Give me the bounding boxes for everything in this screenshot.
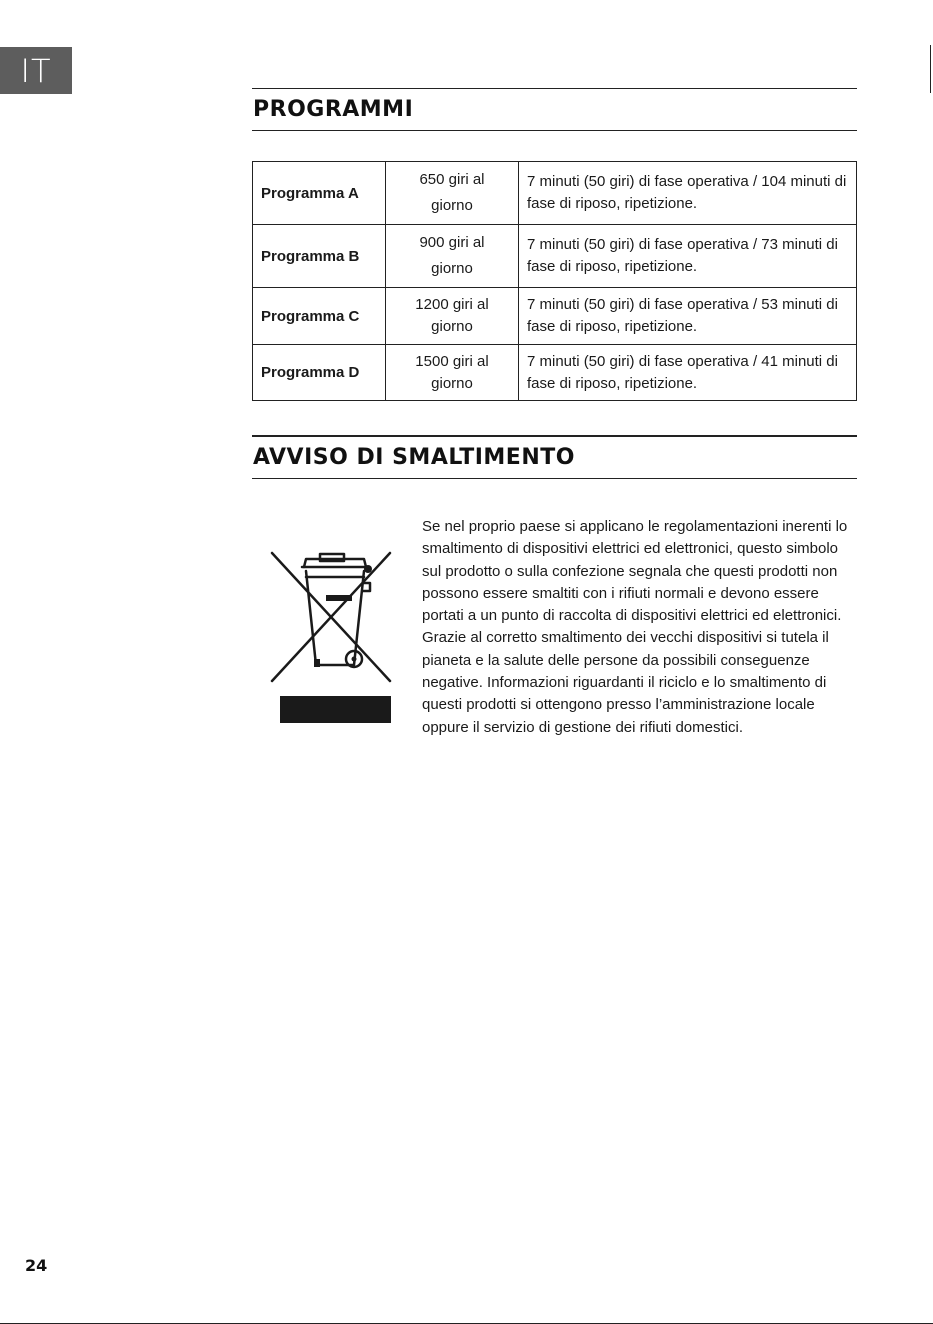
disposal-notice-text: Se nel proprio paese si applicano le regolamentazioni inerenti lo smaltimento di dispositivi elettrici ed elettronici, questo simbolo sul prodotto o sulla confezione segnala che questi prodotti non possono essere smaltiti con i rifiuti normali e devono essere portati a un punto di raccolta di dispositivi elettrici ed elettronici. Grazie al corretto smaltimento dei vecchi dispositivi si tutela il pianeta e la salute delle persone da possibili conseguenze negative. Informazioni riguardanti il riciclo e lo smaltimento di questi prodotti si ottengono presso l’amministrazione locale oppure il servizio di gestione dei rifiuti domestici. [422,518,848,736]
section-title-smaltimento [252,435,857,479]
page-number: 24 [25,1256,48,1275]
program-name: Programma D [253,345,386,401]
programs-table [252,161,857,401]
section-title-text: AVVISO DI SMALTIMENTO [253,445,575,470]
language-tab: IT [0,47,72,94]
weee-black-bar [280,696,391,723]
table-row [253,288,857,345]
table-row [253,345,857,401]
program-name: Programma A [253,162,386,225]
program-speed: 1500 giri al giorno [386,345,519,401]
program-description: 7 minuti (50 giri) di fase operativa / 73 minuti di fase di riposo, ripetizione. [519,225,857,288]
program-speed: 1200 giri al giorno [386,288,519,345]
program-description: 7 minuti (50 giri) di fase operativa / 41 minuti di fase di riposo, ripetizione. [519,345,857,401]
program-name: Programma B [253,225,386,288]
program-description: 7 minuti (50 giri) di fase operativa / 53 minuti di fase di riposo, ripetizione. [519,288,857,345]
program-description: 7 minuti (50 giri) di fase operativa / 104 minuti di fase di riposo, ripetizione. [519,162,857,225]
section-title-programmi [252,88,857,131]
program-speed: 650 giri al giorno [386,162,519,225]
program-name: Programma C [253,288,386,345]
program-speed: 900 giri al giorno [386,225,519,288]
crop-mark [930,45,931,93]
table-row [253,225,857,288]
table-row [253,162,857,225]
section-title-text: PROGRAMMI [253,97,414,122]
